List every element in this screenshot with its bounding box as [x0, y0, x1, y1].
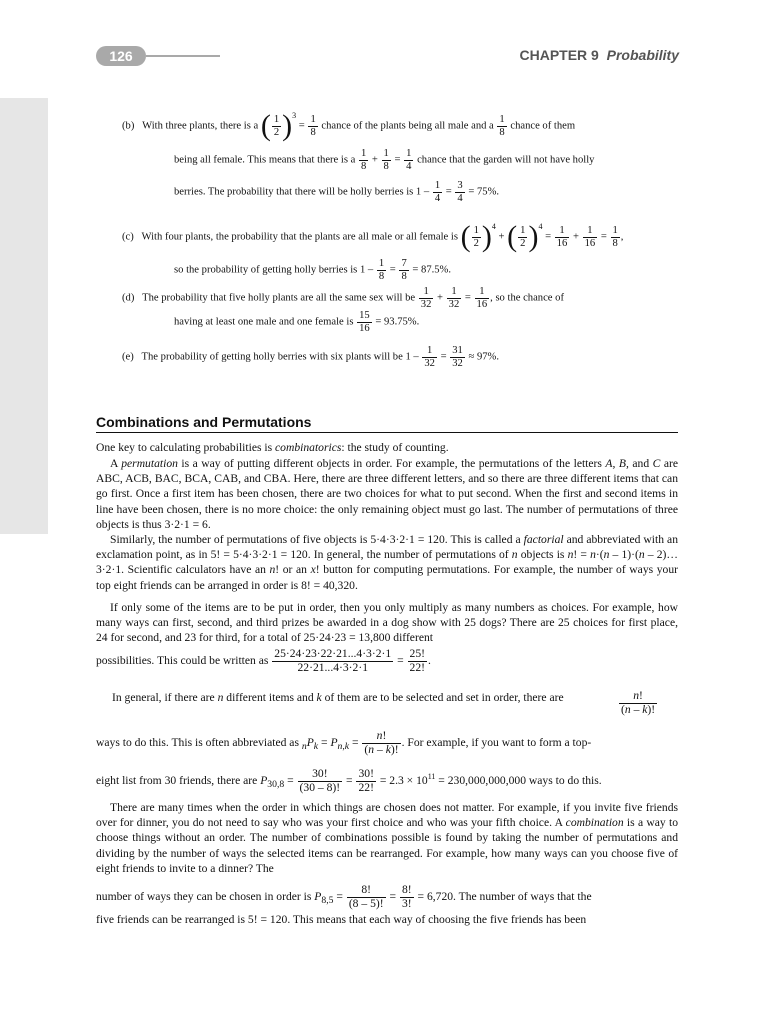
item-e-label: (e): [122, 351, 134, 363]
line-abbrev: ways to do this. This is often abbreviated as $_nP_k = P_{n,k}$ = $\frac{n!}{(n - k)!}$ . For example, if you want to form a top-: [96, 729, 592, 756]
item-b-line3: berries. The probability that there will be holly berries is 1 – $\frac{1}{4}$ = $\frac{3}{4}$ = 75%.: [174, 180, 500, 204]
item-b-text1: With three plants, there is a: [142, 120, 259, 132]
math-frac: $\frac{1}{32}$: [420, 286, 432, 310]
item-c-line1: (c) With four plants, the probability that the plants are all male or all female is ( $\frac{1}{2}$ )$^4$ + ( $\frac{1}{2}$ )$^4$ = $\frac{1}{16}$ + $\frac{1}{16}$ = $\frac{1}{8}$ ,: [122, 220, 624, 253]
math-frac: $\frac{1}{4}$: [434, 180, 441, 204]
math-frac: $\frac{1}{8}$: [499, 113, 505, 138]
item-e-line1: (e) The probability of getting holly berries with six plants will be 1 – $\frac{1}{32}$ = $\frac{31}{32}$ ≈ 97%.: [122, 345, 500, 369]
line-general: In general, if there are n different items and k of them are to be selected and set in order, there are: [112, 691, 564, 704]
page-number-badge: 126: [96, 46, 146, 66]
paragraph-intro: One key to calculating probabilities is combinatorics: the study of counting.: [96, 441, 449, 454]
math-frac: $\frac{7}{8}$: [401, 258, 407, 282]
section-title: Combinations and Permutations: [96, 414, 312, 430]
paragraph-partial: If only some of the items are to be put in order, then you only multiply as many numbers as choices. For example, how many ways can first, second, and third prizes be awarded in a dog show with 25 dogs? There are 25 choices for first place, 24 for second, and 23 for third, for a total of 25·24·23 = 13,800 different: [96, 601, 678, 645]
paragraph-factorial: Similarly, the number of permutations of five objects is 5·4·3·2·1 = 120. This is called a factorial and abbreviated with an exclamation point, as in 5! = 5·4·3·2·1 = 120. In general, the number of permutations of n objects is n! = n·(n – 1)·(n – 2)… 3·2·1. Scientific calculators have an n! or an x! button for computing permutations. For example, the number of ways your top eight friends can be arranged in order is 8! = 40,320.: [96, 533, 678, 592]
item-d-text1: The probability that five holly plants are all the same sex will be: [142, 292, 416, 304]
math-frac: $\frac{25!}{22!}$: [409, 647, 425, 674]
math-frac: $\frac{1}{16}$: [584, 224, 596, 249]
item-c-text2: so the probability of getting holly berries is: [174, 264, 358, 276]
text-top-eight: eight list from 30 friends, there are: [96, 773, 258, 787]
chapter-title: Probability: [606, 47, 679, 63]
item-c-line2: so the probability of getting holly berries is 1 – $\frac{1}{8}$ = $\frac{7}{8}$ = 87.5%.: [174, 258, 452, 282]
math-frac: $\frac{30!}{22!}$: [358, 767, 374, 794]
math-frac: $\frac{1}{8}$: [378, 258, 385, 282]
text-chosen: number of ways they can be chosen in order is: [96, 889, 312, 903]
sidebar-shade: [0, 98, 48, 534]
math-frac: $\frac{1}{32}$: [448, 286, 460, 310]
math-frac: $\frac{n!}{(n - k)!}$: [364, 729, 399, 756]
math-frac: $\frac{1}{8}$: [612, 224, 618, 249]
math-frac: $\frac{1}{8}$: [360, 148, 367, 172]
math-frac: $\frac{8!}{3!}$: [401, 883, 412, 910]
item-b-text5: chance that the garden will not have holly: [417, 154, 595, 166]
item-d-text3: having at least one male and one female is: [174, 316, 354, 328]
item-c-text1: With four plants, the probability that the plants are all male or all female is: [141, 231, 458, 243]
header-rule: [146, 55, 220, 57]
math-frac: $\frac{1}{32}$: [424, 345, 435, 369]
item-b-text3: chance of them: [510, 120, 576, 132]
text-abbrev2: . For example, if you want to form a top-: [401, 735, 592, 749]
item-d-text4: 93.75%.: [383, 316, 420, 328]
math-b-power: ( $\frac{1}{2}$ )$^3$: [260, 109, 297, 142]
math-frac: $\frac{1}{8}$: [383, 148, 389, 172]
math-frac: $\frac{1}{4}$: [406, 148, 412, 172]
math-frac: $\frac{8!}{(8 - 5)!}$: [348, 883, 384, 910]
math-frac: $\frac{1}{16}$: [476, 286, 488, 310]
math-frac: $\frac{30!}{(30 - 8)!}$: [299, 767, 341, 794]
item-d-text2: , so the chance of: [490, 292, 564, 304]
item-b-line1: (b) With three plants, there is a ( $\frac{1}{2}$ )$^3$ = $\frac{1}{8}$ chance of the plants being all male and a $\frac{1}{8}$ chance of them: [122, 109, 576, 142]
section-rule: [96, 432, 678, 433]
item-b-text2: chance of the plants being all male and a: [321, 120, 494, 132]
paragraph-permutation: A permutation is a way of putting different objects in order. For example, the permutations of the letters A, B, and C are ABC, ACB, BAC, BCA, CAB, and CBA. Here, there are three different letters, and so there are three different items that can go first. Once a first item has been chosen, there are two choices for what to put second. When the first and second items in line have been chosen, there is no more choice: the only remaining object must go last. The number of permutations of three objects is thus 3·2·1 = 6.: [96, 457, 679, 531]
line-chosen-in-order: number of ways they can be chosen in order is $P_{8,5}$ = $\frac{8!}{(8 - 5)!}$ = $\frac{8!}{3!}$ = 6,720. The number of ways that the: [96, 883, 592, 910]
math-frac: $\frac{25\cdot 24\cdot 23\cdot 22\cdot 21...4\cdot 3\cdot 2\cdot 1}{22\cdot 21...4\cdot 3\cdot 2\cdot 1}$: [274, 647, 392, 674]
item-c-label: (c): [122, 231, 134, 243]
text-abbrev: ways to do this. This is often abbreviated as: [96, 735, 299, 749]
line-top-eight: eight list from 30 friends, there are $P_{30,8}$ = $\frac{30!}{(30 - 8)!}$ = $\frac{30!}{22!}$ = $2.3 \times 10^{11} = 230,000,000,000$ ways to do this.: [96, 767, 602, 794]
line-possibilities: possibilities. This could be written as $\frac{25\cdot 24\cdot 23\cdot 22\cdot 21...4\cdot 3\cdot 2\cdot 1}{22\cdot 21...4\cdot 3\cdot 2\cdot 1}$ = $\frac{25!}{22!}$ .: [96, 647, 431, 674]
math-frac: $\frac{1}{16}$: [556, 224, 568, 249]
item-b-label: (b): [122, 120, 135, 132]
chapter-heading: [520, 47, 680, 63]
item-b-text6: berries. The probability that there will be holly berries is: [174, 186, 414, 198]
item-d-label: (d): [122, 292, 135, 304]
math-frac: $\frac{15}{16}$: [359, 310, 370, 334]
math-c-power: ( $\frac{1}{2}$ )$^4$: [507, 220, 543, 253]
math-frac: $\frac{1}{8}$: [310, 113, 316, 138]
text-possibilities: possibilities. This could be written as: [96, 653, 269, 667]
text-chosen2: = 6,720. The number of ways that the: [417, 889, 592, 903]
line-rearranged: five friends can be rearranged is 5! = 120. This means that each way of choosing the five friends has been: [96, 913, 587, 926]
paragraph-combination: There are many times when the order in which things are chosen does not matter. For example, if you invite five friends over for dinner, you do not need to say who was your first choice and who was your fifth choice. A combination is a way to choose things without an order. The number of combinations possible is found by taking the number of permutations and dividing by the number of ways the selected items can be rearranged. For example, how many ways can you choose five of eight friends to invite to a dinner? The: [96, 801, 678, 875]
math-frac: $\frac{31}{32}$: [452, 345, 463, 369]
item-d-line1: (d) The probability that five holly plants are all the same sex will be $\frac{1}{32}$ + $\frac{1}{32}$ = $\frac{1}{16}$ , so the chance of: [122, 286, 564, 310]
item-b-line2: being all female. This means that there is a $\frac{1}{8}$ + $\frac{1}{8}$ = $\frac{1}{4}$ chance that the garden will not have holly: [174, 148, 595, 172]
math-frac: $\frac{3}{4}$: [457, 180, 463, 204]
item-e-text1: The probability of getting holly berries with six plants will be: [141, 351, 403, 363]
math-c-power: ( $\frac{1}{2}$ )$^4$: [460, 220, 496, 253]
item-d-line2: having at least one male and one female is $\frac{15}{16}$ = 93.75%.: [174, 310, 420, 334]
item-e-text2: 97%.: [476, 351, 500, 363]
item-c-text3: 87.5%.: [421, 264, 452, 276]
chapter-label: CHAPTER 9: [519, 47, 599, 63]
item-b-text7: 75%.: [476, 186, 500, 198]
item-b-text4: being all female. This means that there is a: [174, 154, 356, 166]
math-general-perm: $\frac{n!}{(n - k)!}$: [621, 689, 656, 716]
